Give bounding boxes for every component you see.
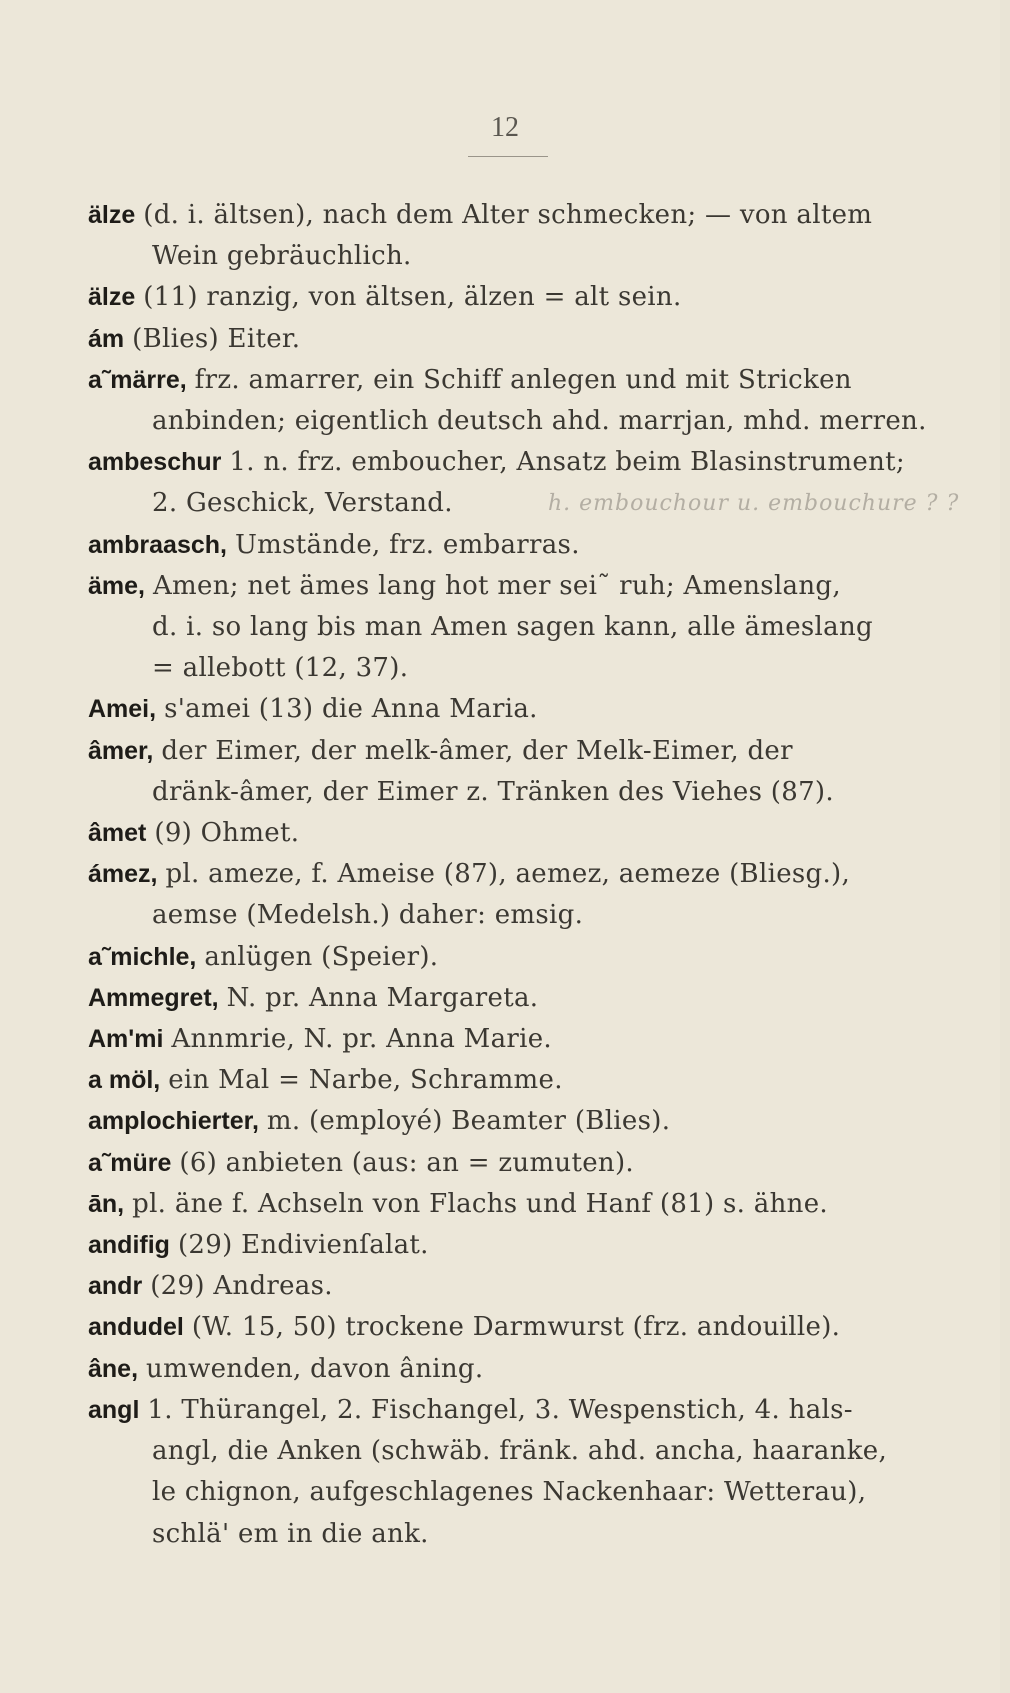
entry-text: (11) ranzig, von ältsen, älzen = alt sein. <box>143 282 682 313</box>
dictionary-entry <box>88 360 927 442</box>
entry-text: s'amei (13) die Anna Maria. <box>164 694 538 725</box>
dictionary-entry <box>88 1225 918 1266</box>
entry-text: (9) Ohmet. <box>154 818 300 849</box>
entry-text: anbinden; eigentlich deutsch ahd. marrjan, mhd. merren. <box>152 406 927 437</box>
dictionary-entry <box>88 1266 918 1307</box>
entry-headword: âmet <box>88 819 147 848</box>
entry-text: 2. Geschick, Verstand. <box>152 488 453 519</box>
entry-headword: älze <box>88 283 136 312</box>
entry-text: (Blies) Eiter. <box>132 323 301 354</box>
entry-text: Wein gebräuchlich. <box>152 241 412 272</box>
dictionary-entry <box>88 1390 918 1555</box>
dictionary-entry <box>88 525 918 566</box>
entry-headword: älze <box>88 201 136 229</box>
dictionary-entries <box>88 195 960 1555</box>
entry-text: schlä' em in die ank. <box>152 1518 429 1549</box>
dictionary-entry <box>88 978 918 1019</box>
entry-text: (29) Andreas. <box>150 1271 333 1302</box>
entry-text: dränk-âmer, der Eimer z. Tränken des Viehes (87). <box>152 776 834 807</box>
dictionary-entry <box>88 1307 918 1348</box>
entry-text: ein Mal = Narbe, Schramme. <box>168 1065 563 1096</box>
dictionary-entry <box>88 1184 918 1225</box>
entry-headword: âne, <box>88 1354 139 1383</box>
dictionary-entry <box>88 566 918 690</box>
dictionary-entry <box>88 442 960 524</box>
dictionary-entry <box>88 689 918 730</box>
entry-headword: a˜müre <box>88 1148 172 1177</box>
entry-text: 1. Thürangel, 2. Fischangel, 3. Wespenstich, 4. hals- <box>147 1394 853 1425</box>
entry-headword: ám <box>88 324 125 353</box>
entry-headword: ān, <box>88 1189 125 1218</box>
dictionary-entry <box>88 731 918 813</box>
entry-text: der Eimer, der melk-âmer, der Melk-Eimer, der <box>161 735 793 766</box>
entry-text: (W. 15, 50) trockene Darmwurst (frz. andouille). <box>191 1312 841 1343</box>
dictionary-entry <box>88 1349 918 1390</box>
dictionary-entry <box>88 277 918 318</box>
dictionary-entry <box>88 854 918 936</box>
entry-text: Umstände, frz. embarras. <box>234 529 580 560</box>
entry-headword: andifig <box>88 1231 170 1260</box>
entry-headword: a˜märre, <box>88 365 187 394</box>
entry-headword: a möl, <box>88 1066 161 1095</box>
entry-headword: a˜michle, <box>88 942 197 971</box>
entry-text: pl. äne f. Achseln von Flachs und Hanf (81) s. ähne. <box>132 1188 828 1219</box>
entry-text: 1. n. frz. emboucher, Ansatz beim Blasinstrument; <box>229 447 905 478</box>
entry-text: le chignon, aufgeschlagenes Nackenhaar: Wetterau), <box>152 1477 867 1508</box>
entry-headword: andr <box>88 1272 143 1301</box>
entry-text: aemse (Medelsh.) daher: emsig. <box>152 900 584 931</box>
dictionary-entry <box>88 1060 918 1101</box>
entry-headword: ambeschur <box>88 448 222 477</box>
handwritten-annotation: h. embouchour u. embouchure ? ? <box>548 491 960 517</box>
entry-text: (6) anbieten (aus: an = zumuten). <box>179 1147 634 1178</box>
dictionary-entry <box>88 319 918 360</box>
entry-text: Annmrie, N. pr. Anna Marie. <box>171 1024 552 1055</box>
dictionary-entry <box>88 1143 918 1184</box>
entry-text: (d. i. ältsen), nach dem Alter schmecken; — von altem <box>143 200 873 230</box>
entry-text: = allebott (12, 37). <box>152 653 409 684</box>
entry-headword: äme, <box>88 571 145 600</box>
dictionary-entry <box>88 1101 918 1142</box>
entry-headword: ámez, <box>88 860 158 889</box>
entry-text: (29) Endivienſalat. <box>177 1230 429 1261</box>
dictionary-entry <box>88 195 918 277</box>
entry-headword: amplochierter, <box>88 1107 259 1136</box>
entry-headword: Ammegret, <box>88 983 219 1012</box>
entry-headword: andudel <box>88 1313 184 1342</box>
dictionary-entry <box>88 937 918 978</box>
entry-headword: âmer, <box>88 736 154 765</box>
entry-text: d. i. so lang bis man Amen sagen kann, alle ämeslang <box>152 612 873 643</box>
entry-text: N. pr. Anna Margareta. <box>226 982 539 1013</box>
dictionary-entry <box>88 1019 918 1060</box>
entry-text: m. (employé) Beamter (Blies). <box>266 1106 671 1137</box>
page-number: 12 <box>491 112 519 143</box>
entry-text: umwenden, davon âning. <box>146 1353 484 1384</box>
entry-text: angl, die Anken (schwäb. fränk. ahd. ancha, haaranke, <box>152 1436 888 1467</box>
entry-text: Amen; net ämes lang hot mer sei˜ ruh; Amenslang, <box>152 570 841 601</box>
dictionary-entry <box>88 813 918 854</box>
entry-headword: Amei, <box>88 695 157 724</box>
entry-text: pl. ameze, f. Ameise (87), aemez, aemeze (Bliesg.), <box>165 859 851 890</box>
entry-headword: Am'mi <box>88 1025 164 1054</box>
entry-text: anlügen (Speier). <box>204 941 439 972</box>
entry-headword: angl <box>88 1395 140 1424</box>
page-number-rule <box>468 156 548 157</box>
entry-headword: ambraasch, <box>88 530 227 559</box>
entry-text: frz. amarrer, ein Schiff anlegen und mit Stricken <box>194 364 852 395</box>
